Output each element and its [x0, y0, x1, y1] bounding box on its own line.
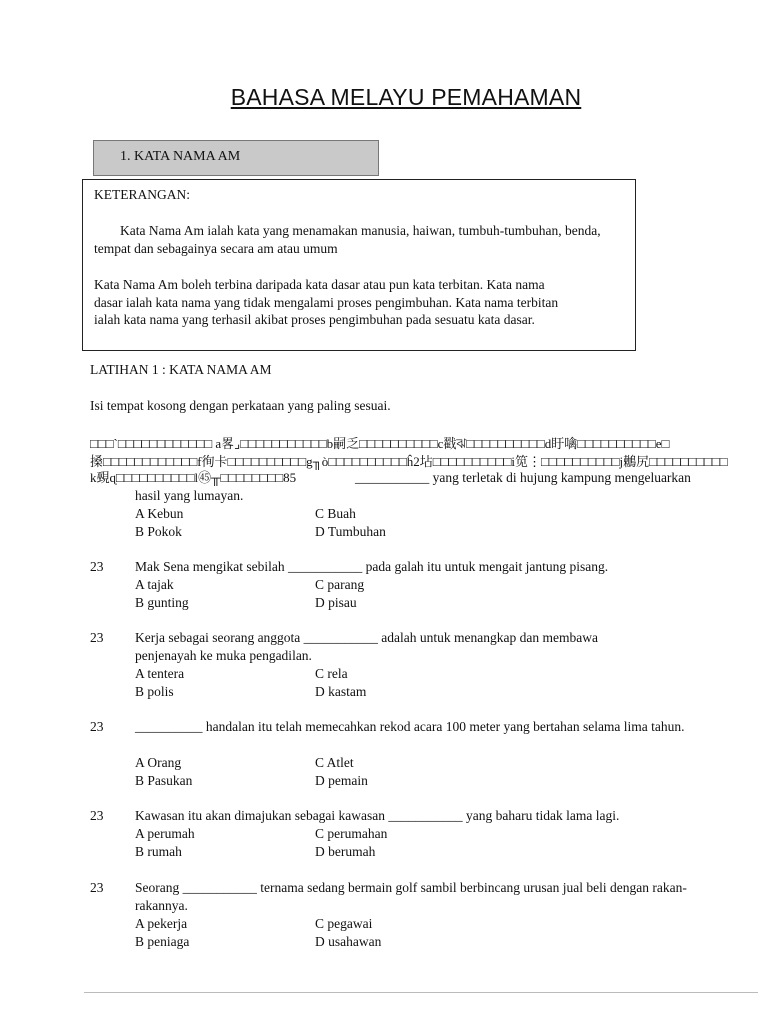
- garbled-text-line: □□□`□□□□□□□□□□□□ a畧⌟□□□□□□□□□□□b嗣乏□□□□□□□□□□c戳ঝ□□□□□□□□□□d盱噙□□□□□□□□□□e□: [90, 436, 670, 451]
- option-a: A pekerja: [135, 916, 188, 931]
- question-stem: Kawasan itu akan dimajukan sebagai kawasan ___________ yang baharu tidak lama lagi.: [135, 808, 620, 823]
- option-d: D pisau: [315, 595, 357, 610]
- option-b: B Pokok: [135, 524, 182, 539]
- option-a: A tentera: [135, 666, 185, 681]
- option-c: C pegawai: [315, 916, 373, 931]
- option-c: C perumahan: [315, 826, 388, 841]
- option-b: B Pasukan: [135, 773, 193, 788]
- option-a: A tajak: [135, 577, 174, 592]
- question-stem: Seorang ___________ ternama sedang bermain golf sambil berbincang urusan jual beli dengan rakan-rakannya.: [135, 880, 687, 913]
- question-stem: ___________ yang terletak di hujung kampung mengeluarkan: [355, 470, 691, 485]
- garbled-text-line: 搡□□□□□□□□□□□□f徇卡□□□□□□□□□□g╖ò□□□□□□□□□□ĥ2坫□□□□□□□□□□i笕⋮□□□□□□□□□□j鶒尻□□□□□□□□□□: [90, 454, 728, 469]
- info-paragraph-2: Kata Nama Am boleh terbina daripada kata dasar atau pun kata terbitan. Kata nama dasar ialah kata nama yang tidak mengalami proses pengimbuhan. Kata nama terbitan ialah kata nama yang terhasil akibat proses pengimbuhan pada sesuatu kata dasar.: [94, 277, 559, 327]
- question-number: 23: [90, 880, 104, 895]
- question-number: 23: [90, 808, 104, 823]
- question-number: 23: [90, 719, 104, 734]
- option-d: D kastam: [315, 684, 367, 699]
- option-a: A perumah: [135, 826, 195, 841]
- question-number: 23: [90, 630, 104, 645]
- exercise-heading: LATIHAN 1 : KATA NAMA AM: [90, 362, 272, 377]
- option-a: A Orang: [135, 755, 182, 770]
- option-b: B polis: [135, 684, 174, 699]
- garbled-prefix: k覡ɋ□□□□□□□□□□l㊺╥□□□□□□□□85: [90, 470, 297, 485]
- option-c: C rela: [315, 666, 348, 681]
- info-box: [82, 179, 636, 351]
- info-paragraph-1: Kata Nama Am ialah kata yang menamakan manusia, haiwan, tumbuh-tumbuhan, benda, tempat dan sebagainya secara am atau umum: [94, 223, 601, 256]
- question-number: 23: [90, 559, 104, 574]
- question-stem: Kerja sebagai seorang anggota ___________ adalah untuk menangkap dan membawa penjenayah ke muka pengadilan.: [135, 630, 598, 663]
- option-b: B peniaga: [135, 934, 190, 949]
- option-b: B gunting: [135, 595, 189, 610]
- question-stem: __________ handalan itu telah memecahkan rekod acara 100 meter yang bertahan selama lima tahun.: [135, 719, 685, 734]
- section-header: [93, 140, 379, 176]
- option-c: C Buah: [315, 506, 356, 521]
- option-c: C parang: [315, 577, 365, 592]
- info-heading: KETERANGAN:: [94, 187, 190, 202]
- footer-divider: [84, 992, 758, 993]
- page-title: BAHASA MELAYU PEMAHAMAN: [230, 84, 582, 110]
- exercise-instruction: Isi tempat kosong dengan perkataan yang paling sesuai.: [90, 398, 391, 413]
- option-d: D pemain: [315, 773, 368, 788]
- option-b: B rumah: [135, 844, 182, 859]
- option-a: A Kebun: [135, 506, 184, 521]
- option-d: D Tumbuhan: [315, 524, 386, 539]
- option-c: C Atlet: [315, 755, 354, 770]
- question-stem-line2: hasil yang lumayan.: [135, 488, 244, 503]
- question-stem: Mak Sena mengikat sebilah ___________ pada galah itu untuk mengait jantung pisang.: [135, 559, 609, 574]
- option-d: D berumah: [315, 844, 376, 859]
- option-d: D usahawan: [315, 934, 382, 949]
- section-label: 1. KATA NAMA AM: [120, 149, 241, 164]
